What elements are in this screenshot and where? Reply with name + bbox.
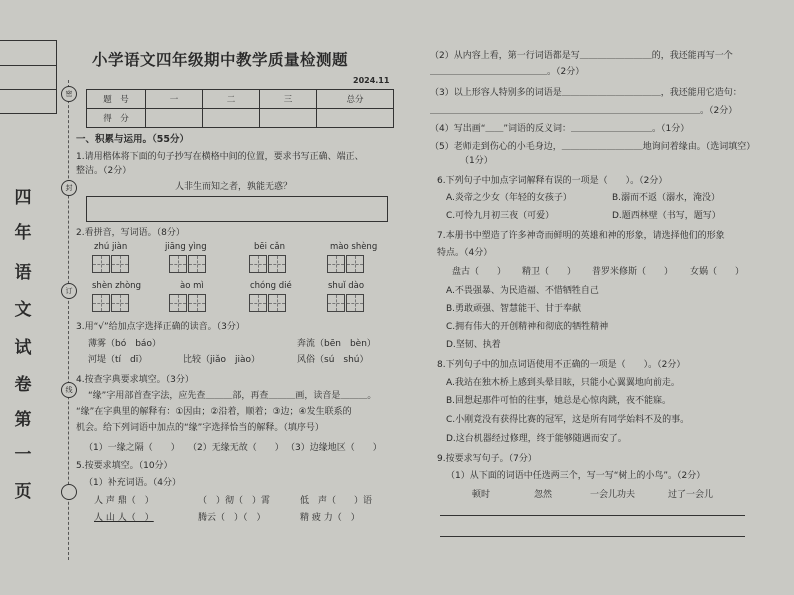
q7-option: B.勇敢顽强、智慧能干、甘于奉献 xyxy=(446,304,582,314)
spine-char: 卷 xyxy=(14,375,32,395)
score-header-cell: 三 xyxy=(260,90,317,109)
spine-char: 一 xyxy=(14,445,32,465)
pinyin: shuǐ dào xyxy=(328,281,365,291)
q3-option[interactable]: 比较（jiǎo jiào） xyxy=(183,355,261,365)
q5-word[interactable]: 人 声 鼎（ ） xyxy=(94,496,154,506)
r-q4-line: （4）写出画“＿＿”词语的反义词：＿＿＿＿＿＿＿＿＿。（1分） xyxy=(430,124,690,134)
score-header-cell: 总分 xyxy=(317,90,394,109)
q5-word[interactable]: 人 山 人（ ） xyxy=(94,513,154,523)
pinyin: bēi cǎn xyxy=(254,242,285,252)
q1-line1: 1.请用楷体将下面的句子抄写在横格中间的位置，要求书写正确、端正、 xyxy=(76,152,364,162)
q6-option[interactable]: C.可怜九月初三夜（可爱） xyxy=(446,211,555,221)
score-header-cell: 题 号 xyxy=(87,90,146,109)
score-cell[interactable] xyxy=(260,109,317,128)
q8-option[interactable]: A.我站在独木桥上感到头晕目眩，只能小心翼翼地向前走。 xyxy=(446,378,680,388)
q9-sub1: （1）从下面的词语中任选两三个，写一写“树上的小鸟”。（2分） xyxy=(446,471,706,481)
q9-word: 顿时 xyxy=(472,490,491,500)
q4-line3: 机会。给下列词语中加点的“缘”字选择恰当的解释。（填序号） xyxy=(76,423,324,433)
q8-option[interactable]: B.回想起那件可怕的往事，她总是心惊肉跳，夜不能寐。 xyxy=(446,396,672,406)
q5-word[interactable]: 低 声（ ）语 xyxy=(300,496,373,506)
exam-title: 小学语文四年级期中教学质量检测题 xyxy=(92,51,349,69)
q5-word[interactable]: （ ）彻（ ）霄 xyxy=(198,496,271,506)
spine-char: 试 xyxy=(14,338,32,358)
q1-line2: 整洁。（2分） xyxy=(76,166,132,176)
q3-heading: 3.用“√”给加点字选择正确的读音。（3分） xyxy=(76,322,245,332)
q9-word: 一会儿功夫 xyxy=(590,490,636,500)
score-header-cell: 二 xyxy=(203,90,260,109)
q9-word: 忽然 xyxy=(534,490,553,500)
q3-option[interactable]: 风俗（sú shú） xyxy=(297,355,369,365)
q5-heading: 5.按要求填空。（10分） xyxy=(76,461,173,471)
q4-item[interactable]: （1）一缘之隔（ ） xyxy=(84,443,180,453)
r-q2-line1: （2）从内容上看，第一行词语都是写＿＿＿＿＿＿＿＿的，我还能再写一个 xyxy=(430,51,733,61)
spine-char: 页 xyxy=(14,482,32,502)
q3-option[interactable]: 河堤（tí dī） xyxy=(88,355,148,365)
q6-option[interactable]: A.炎帝之少女（年轻的女孩子） xyxy=(446,193,572,203)
q3-option[interactable]: 薄雾（bó báo） xyxy=(88,339,161,349)
q4-item[interactable]: （3）边缘地区（ ） xyxy=(286,443,382,453)
score-cell[interactable] xyxy=(146,109,203,128)
writing-grid[interactable] xyxy=(327,255,365,273)
q4-line2: “缘”在字典里的解释有：①因由；②沿着，顺着；③边；④发生联系的 xyxy=(76,407,352,417)
writing-grid[interactable] xyxy=(92,255,130,273)
q7-option: C.拥有伟大的开创精神和彻底的牺牲精神 xyxy=(446,322,609,332)
pinyin: mào shèng xyxy=(330,242,378,252)
spine-char: 年 xyxy=(14,223,32,243)
spine-char: 语 xyxy=(14,263,32,283)
binding-circle: 订 xyxy=(61,283,77,299)
q8-heading: 8.下列句子中的加点词语使用不正确的一项是（ ）。（2分） xyxy=(437,360,686,370)
pinyin: jiāng yìng xyxy=(165,242,207,252)
q7-name[interactable]: 普罗米修斯（ ） xyxy=(592,267,674,277)
answer-line[interactable] xyxy=(440,536,745,537)
q4-line1: “缘”字用部首查字法，应先查＿＿＿部，再查＿＿＿画，读音是＿＿＿。 xyxy=(88,391,377,401)
spine-char: 四 xyxy=(14,188,32,208)
binding-circle: 封 xyxy=(61,180,77,196)
q2-heading: 2.看拼音，写词语。（8分） xyxy=(76,228,185,238)
pinyin: shèn zhòng xyxy=(92,281,141,291)
spine-char: 文 xyxy=(14,300,32,320)
q7-name[interactable]: 盘古（ ） xyxy=(452,267,507,277)
binding-circle: 线 xyxy=(61,382,77,398)
exam-date: 2024.11 xyxy=(353,76,390,85)
q7-option: A.不畏强暴、为民造福、不惜牺牲自己 xyxy=(446,286,599,296)
q7-option: D.坚韧、执着 xyxy=(446,340,501,350)
q9-word: 过了一会儿 xyxy=(668,490,714,500)
score-header-cell: 一 xyxy=(146,90,203,109)
q7-line1: 7.本册书中塑造了许多神奇而鲜明的英雄和神的形象，请选择他们的形象 xyxy=(437,231,725,241)
score-cell[interactable] xyxy=(203,109,260,128)
q9-heading: 9.按要求写句子。（7分） xyxy=(437,454,537,464)
q1-writing-box[interactable] xyxy=(86,196,388,222)
pinyin: chóng dié xyxy=(250,281,292,291)
q5-word[interactable]: 腾云（ ）（ ） xyxy=(198,513,266,523)
score-row-label: 得 分 xyxy=(87,109,146,128)
writing-grid[interactable] xyxy=(249,294,287,312)
r-q5-line2: （1分） xyxy=(460,156,493,166)
q7-name[interactable]: 精卫（ ） xyxy=(522,267,577,277)
score-table xyxy=(86,89,394,128)
r-q2-line2: ＿＿＿＿＿＿＿＿＿＿＿＿＿。（2分） xyxy=(430,67,585,77)
writing-grid[interactable] xyxy=(169,294,207,312)
q7-line2: 特点。（4分） xyxy=(437,248,493,258)
q4-heading: 4.按查字典要求填空。（3分） xyxy=(76,375,194,385)
q3-option[interactable]: 奔流（bēn bèn） xyxy=(297,339,376,349)
score-cell[interactable] xyxy=(317,109,394,128)
q1-sentence: 人非生而知之者，孰能无惑？ xyxy=(175,182,293,192)
writing-grid[interactable] xyxy=(249,255,287,273)
r-q3-line1: （3）以上形容人特别多的词语是＿＿＿＿＿＿＿＿＿＿＿，我还能用它造句： xyxy=(430,88,742,98)
r-q3-line2: ＿＿＿＿＿＿＿＿＿＿＿＿＿＿＿＿＿＿＿＿＿＿＿＿＿＿＿＿＿＿。（2分） xyxy=(430,106,738,116)
writing-grid[interactable] xyxy=(327,294,365,312)
q6-option[interactable]: B.溺而不返（溺水，淹没） xyxy=(612,193,721,203)
q8-option[interactable]: C.小刚竟没有获得比赛的冠军，这是所有同学始料不及的事。 xyxy=(446,415,690,425)
section-one-heading: 一、积累与运用。（55分） xyxy=(76,134,189,145)
student-info-box xyxy=(0,40,57,114)
pinyin: zhú jiàn xyxy=(94,242,128,252)
binding-circle xyxy=(61,484,77,500)
r-q5-line1: （5）老师走到伤心的小毛身边，＿＿＿＿＿＿＿＿＿地询问着缘由。（选词填空） xyxy=(430,142,756,152)
q5-sub1: （1）补充词语。（4分） xyxy=(84,478,181,488)
q5-word[interactable]: 精 疲 力（ ） xyxy=(300,513,360,523)
writing-grid[interactable] xyxy=(169,255,207,273)
q4-item[interactable]: （2）无缘无故（ ） xyxy=(188,443,284,453)
q7-name[interactable]: 女娲（ ） xyxy=(690,267,745,277)
answer-line[interactable] xyxy=(440,515,745,516)
pinyin: ào mì xyxy=(180,281,204,291)
writing-grid[interactable] xyxy=(92,294,130,312)
q6-option[interactable]: D.题西林壁（书写，题写） xyxy=(612,211,721,221)
binding-circle: 密 xyxy=(61,86,77,102)
q6-heading: 6.下列句子中加点字词解释有误的一项是（ ）。（2分） xyxy=(437,176,668,186)
spine-char: 第 xyxy=(14,410,32,430)
q8-option[interactable]: D.这台机器经过修理，终于能够随遇而安了。 xyxy=(446,434,627,444)
